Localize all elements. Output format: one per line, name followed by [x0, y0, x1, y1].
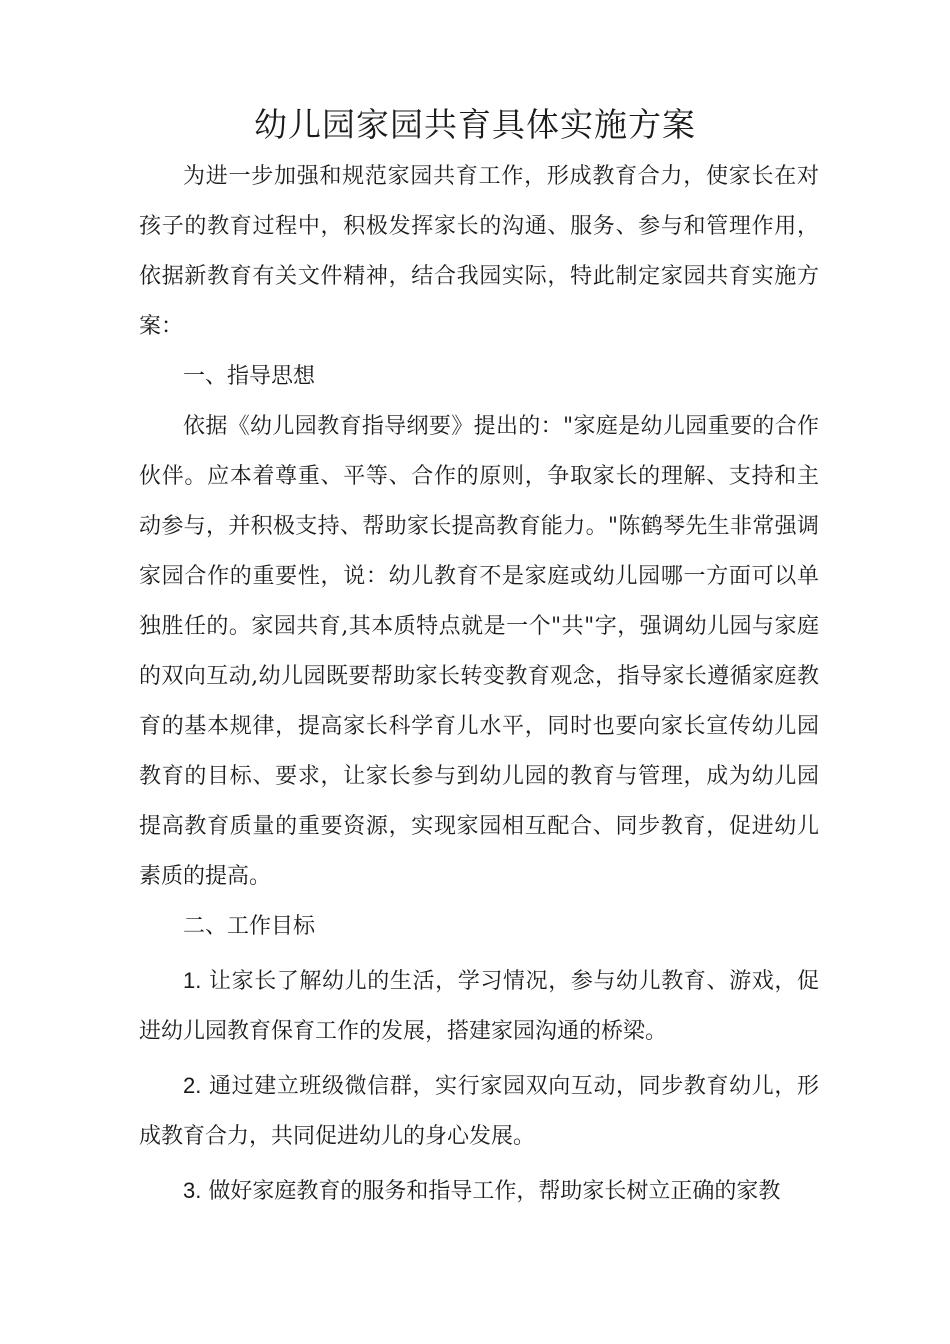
goal-item-2: [139, 1061, 819, 1162]
section-heading-guiding-ideology: 一、指导思想: [183, 364, 316, 389]
goal-number: 1.: [183, 968, 202, 993]
goal-number: 2.: [183, 1073, 202, 1098]
goal-number: 3.: [183, 1178, 202, 1203]
document-title: 幼儿园家园共育具体实施方案: [254, 105, 696, 144]
document-body: [139, 152, 819, 1217]
goal-item-1: [139, 956, 819, 1057]
guiding-ideology-paragraph: 依据《幼儿园教育指导纲要》提出的："家庭是幼儿园重要的合作伙伴。应本着尊重、平等、合作的原则，争取家长的理解、支持和主动参与，并积极支持、帮助家长提高教育能力。"陈鹤琴先生非常强调家园合作的重要性，说：幼儿教育不是家庭或幼儿园哪一方面可以单独胜任的。家园共育,其本质特点就是一个"共"字，强调幼儿园与家庭的双向互动,幼儿园既要帮助家长转变教育观念，指导家长遵循家庭教育的基本规律，提高家长科学育儿水平，同时也要向家长宣传幼儿园教育的目标、要求，让家长参与到幼儿园的教育与管理，成为幼儿园提高教育质量的重要资源，实现家园相互配合、同步教育，促进幼儿素质的提高。: [139, 414, 819, 889]
goal-text: 做好家庭教育的服务和指导工作，帮助家长树立正确的家教: [208, 1179, 781, 1204]
section-heading-work-goals: 二、工作目标: [183, 914, 316, 939]
goal-text: 让家长了解幼儿的生活，学习情况，参与幼儿教育、游戏，促进幼儿园教育保育工作的发展，搭建家园沟通的桥梁。: [139, 969, 819, 1044]
intro-paragraph: 为进一步加强和规范家园共育工作，形成教育合力，使家长在对孩子的教育过程中，积极发挥家长的沟通、服务、参与和管理作用，依据新教育有关文件精神，结合我园实际，特此制定家园共育实施方案：: [139, 164, 819, 339]
goal-item-3: [139, 1166, 819, 1217]
goal-text: 通过建立班级微信群，实行家园双向互动，同步教育幼儿，形成教育合力，共同促进幼儿的身心发展。: [139, 1074, 819, 1149]
